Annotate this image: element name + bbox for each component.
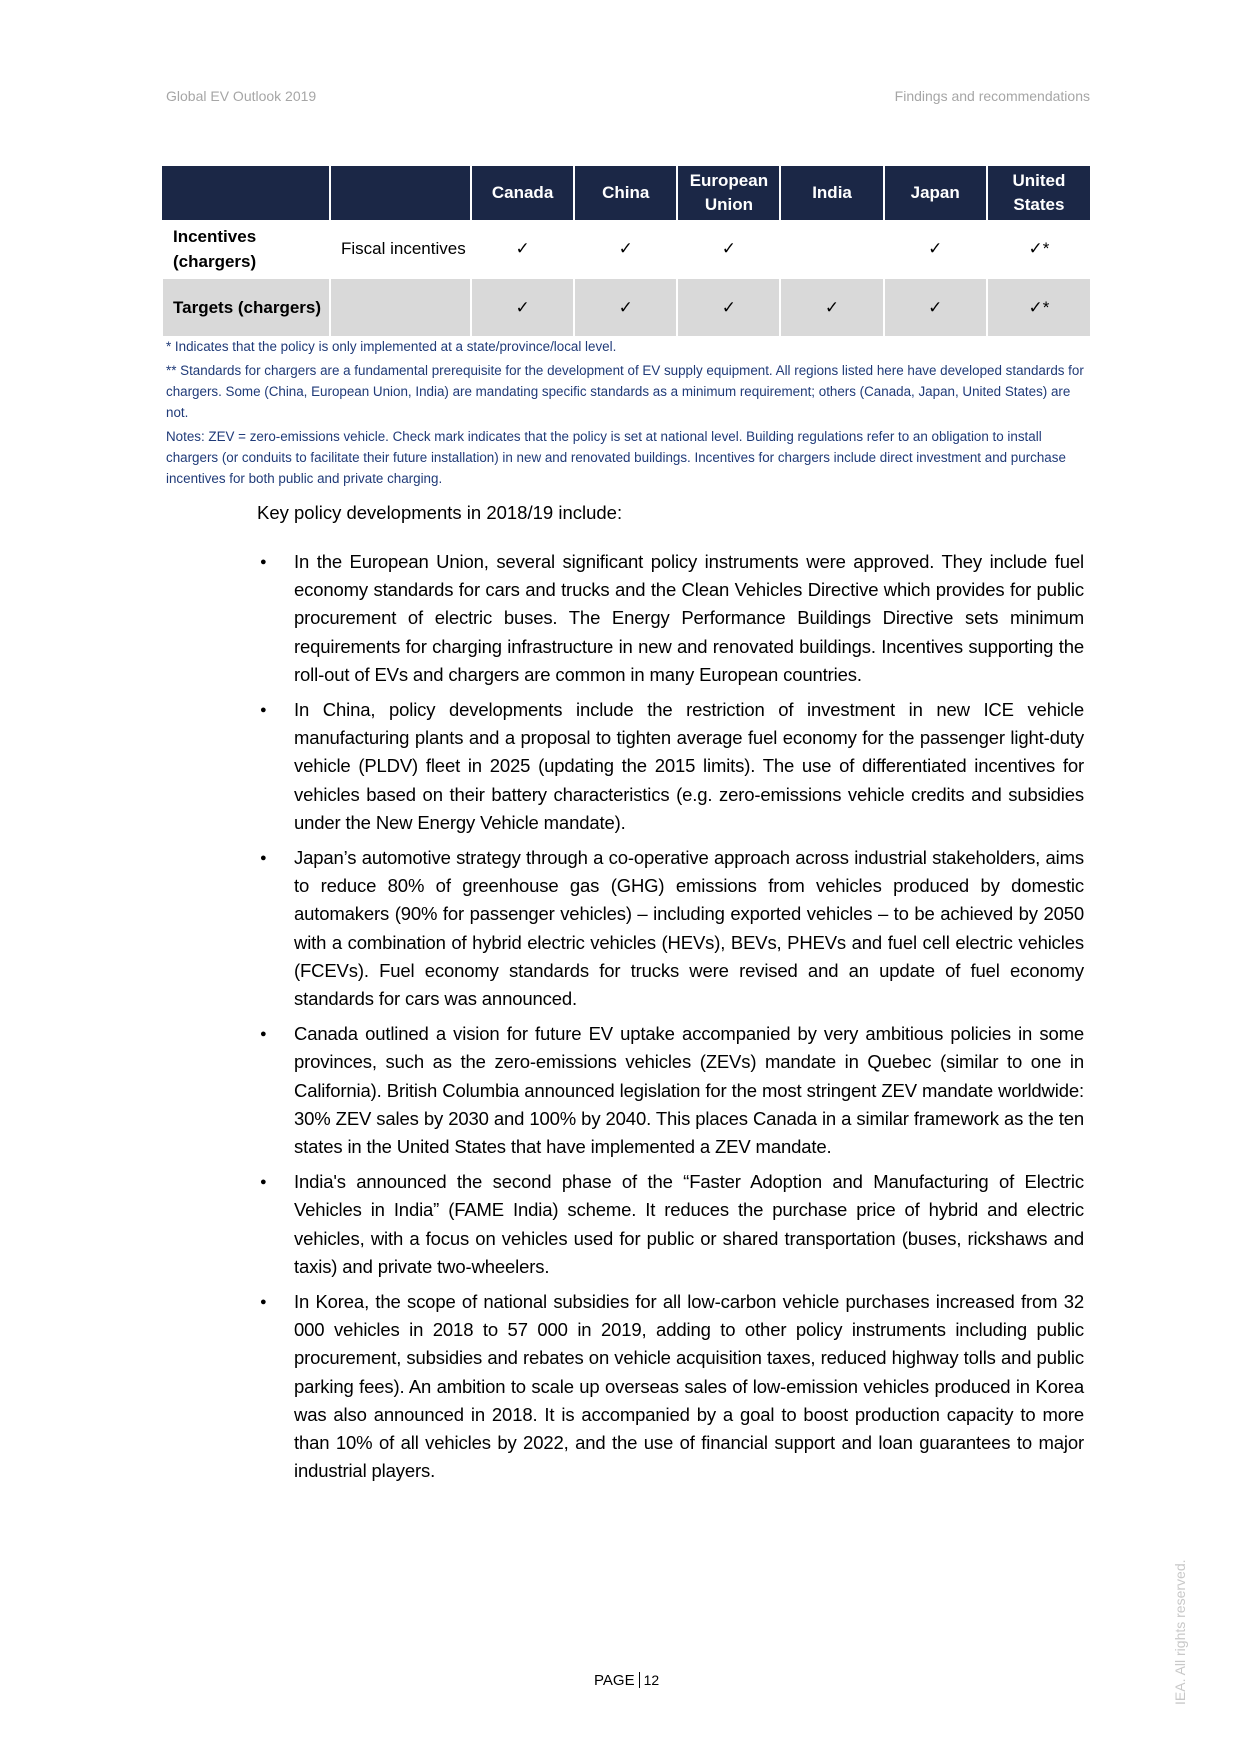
table-row bbox=[162, 220, 1090, 278]
bullet-list bbox=[260, 548, 1084, 1493]
list-item-text: Canada outlined a vision for future EV uptake accompanied by very ambitious policies in some provinces, such as the zero-emissions vehicles (ZEVs) mandate in Quebec (similar to one in California). British Columbia announced legislation for the most stringent ZEV mandate worldwide: 30% ZEV sales by 2030 and 100% by 2040. This places Canada in a similar framework as the ten states in the United States that have implemented a ZEV mandate. bbox=[294, 1023, 1084, 1158]
bullet-icon: ● bbox=[260, 852, 267, 865]
row-label: Incentives (chargers) bbox=[162, 220, 330, 278]
check-cell: ✓* bbox=[987, 220, 1090, 278]
column-header: China bbox=[574, 166, 677, 220]
watermark: IEA. All rights reserved. bbox=[1172, 1559, 1188, 1705]
column-header: United States bbox=[987, 166, 1090, 220]
bullet-icon: ● bbox=[260, 704, 267, 717]
column-header bbox=[162, 166, 330, 220]
page-number bbox=[594, 1672, 659, 1689]
page-number-value: 12 bbox=[643, 1672, 660, 1688]
list-item bbox=[260, 1168, 1084, 1281]
list-item bbox=[260, 1288, 1084, 1485]
list-item-text: In Korea, the scope of national subsidies for all low-carbon vehicle purchases increased from 32 000 vehicles in 2018 to 57 000 in 2019, adding to other policy instruments including public procurement, subsidies and rebates on vehicle acquisition taxes, reduced highway tolls and public parking fees). An ambition to scale up overseas sales of low-emission vehicles produced in Korea was also announced in 2018. It is accompanied by a goal to boost production capacity to more than 10% of all vehicles by 2022, and the use of financial support and loan guarantees to major industrial players. bbox=[294, 1291, 1084, 1482]
check-cell: ✓ bbox=[471, 220, 574, 278]
bullet-icon: ● bbox=[260, 556, 267, 568]
check-cell: ✓ bbox=[677, 278, 780, 336]
running-header-section: Findings and recommendations bbox=[894, 88, 1090, 104]
note: ** Standards for chargers are a fundamental prerequisite for the development of EV supply equipment. All regions listed here have developed standards for chargers. Some (China, European Union, India) are mandating specific standards as a minimum requirement; others (Canada, Japan, United States) are not. bbox=[166, 363, 1084, 420]
check-cell: ✓* bbox=[987, 278, 1090, 336]
check-cell: ✓ bbox=[677, 220, 780, 278]
list-item bbox=[260, 696, 1084, 837]
table-notes bbox=[166, 336, 1090, 492]
note: Notes: ZEV = zero-emissions vehicle. Check mark indicates that the policy is set at national level. Building regulations refer to an obligation to install chargers (or conduits to facilitate their future installation) in new and renovated buildings. Incentives for chargers include direct investment and purchase incentives for both public and private charging. bbox=[166, 429, 1066, 486]
list-item-text: In China, policy developments include the restriction of investment in new ICE vehicle manufacturing plants and a proposal to tighten average fuel economy for the passenger light-duty vehicle (PLDV) fleet in 2025 (updating the 2015 limits). The use of differentiated incentives for vehicles based on their battery characteristics (e.g. zero-emissions vehicle credits and subsidies under the New Energy Vehicle mandate). bbox=[294, 699, 1084, 833]
intro-text: Key policy developments in 2018/19 include: bbox=[257, 502, 623, 523]
row-label: Targets (chargers) bbox=[162, 278, 330, 336]
check-cell: ✓ bbox=[780, 278, 883, 336]
row-sublabel bbox=[330, 278, 471, 336]
column-header: Canada bbox=[471, 166, 574, 220]
table-header-row bbox=[162, 166, 1090, 220]
running-header-title: Global EV Outlook 2019 bbox=[166, 88, 317, 104]
bullet-icon: ● bbox=[260, 1296, 267, 1309]
page-label: PAGE bbox=[594, 1672, 635, 1689]
list-item bbox=[260, 548, 1084, 689]
column-header: India bbox=[780, 166, 883, 220]
column-header bbox=[330, 166, 471, 220]
list-item bbox=[260, 1020, 1084, 1161]
check-cell: ✓ bbox=[884, 278, 987, 336]
check-cell: ✓ bbox=[574, 220, 677, 278]
list-item-text: Japan’s automotive strategy through a co-operative approach across industrial stakeholders, aims to reduce 80% of greenhouse gas (GHG) emissions from vehicles produced by domestic automakers (90% for passenger vehicles) – including exported vehicles – to be achieved by 2050 with a combination of hybrid electric vehicles (HEVs), BEVs, PHEVs and fuel cell electric vehicles (FCEVs). Fuel economy standards for trucks were revised and an update of fuel economy standards for cars was announced. bbox=[294, 847, 1084, 1010]
check-cell: ✓ bbox=[884, 220, 987, 278]
bullet-icon: ● bbox=[260, 1176, 267, 1189]
list-item-text: India's announced the second phase of the “Faster Adoption and Manufacturing of Electric Vehicles in India” (FAME India) scheme. It reduces the purchase price of hybrid and electric vehicles, with a focus on vehicles used for public or shared transportation (buses, rickshaws and taxis) and private two-wheelers. bbox=[294, 1171, 1084, 1277]
list-item bbox=[260, 844, 1084, 1013]
check-cell: ✓ bbox=[471, 278, 574, 336]
row-sublabel: Fiscal incentives bbox=[330, 220, 471, 278]
column-header: European Union bbox=[677, 166, 780, 220]
check-cell: ✓ bbox=[574, 278, 677, 336]
list-item-text: In the European Union, several significant policy instruments were approved. They include fuel economy standards for cars and trucks and the Clean Vehicles Directive which provides for public procurement of electric buses. The Energy Performance Buildings Directive sets minimum requirements for charging infrastructure in new and renovated buildings. Incentives supporting the roll-out of EVs and chargers are common in many European countries. bbox=[294, 551, 1084, 685]
check-cell bbox=[780, 220, 883, 278]
bullet-icon: ● bbox=[260, 1028, 267, 1041]
policy-table bbox=[161, 166, 1090, 336]
column-header: Japan bbox=[884, 166, 987, 220]
note: * Indicates that the policy is only implemented at a state/province/local level. bbox=[166, 339, 617, 354]
table-row bbox=[162, 278, 1090, 336]
